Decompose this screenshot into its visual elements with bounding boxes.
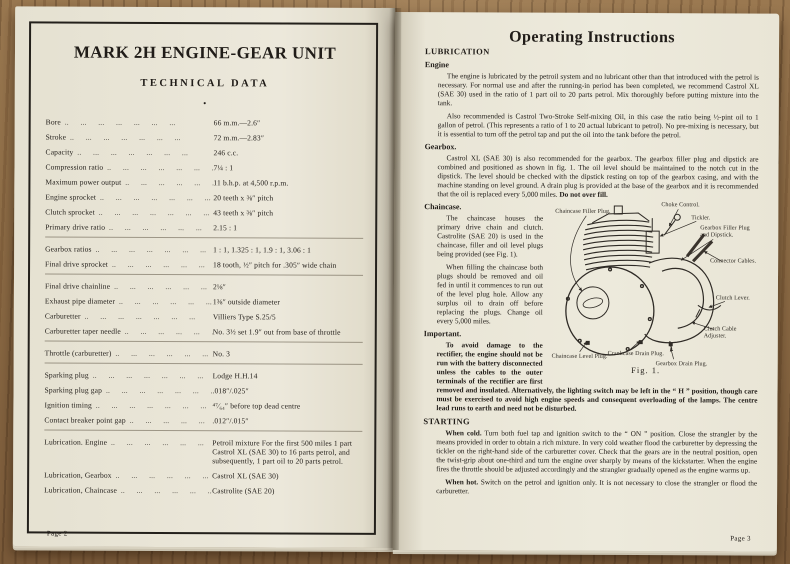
label-crankcase-drain-plug: Crankcase Drain Plug. — [607, 350, 664, 358]
page-border-frame — [27, 21, 378, 538]
dot-leader — [81, 312, 213, 322]
heading-gearbox: Gearbox. — [424, 142, 457, 152]
spec-value: Castrolite (SAE 20) — [212, 486, 275, 496]
page-title: MARK 2H ENGINE-GEAR UNIT — [73, 42, 337, 63]
spec-value: 43 teeth x ⅜″ pitch — [213, 208, 274, 218]
dot-leader — [103, 163, 213, 172]
page-number-right: Page 3 — [730, 534, 751, 543]
spec-label: Carburetter taper needle — [44, 326, 121, 336]
table-row — [45, 311, 363, 321]
dot-leader — [117, 486, 212, 495]
dot-leader — [105, 223, 213, 232]
dot-leader — [73, 148, 213, 158]
dot-leader — [96, 193, 213, 203]
dot-leader — [89, 371, 213, 381]
gearbox-paragraph — [437, 153, 758, 199]
spec-value: 246 c.c. — [213, 148, 239, 158]
dot-leader — [92, 401, 213, 411]
spec-value: 1⅜″ outside diameter — [212, 297, 281, 307]
spec-label: Final drive chainline — [44, 281, 111, 291]
heading-lubrication: LUBRICATION — [424, 46, 490, 57]
table-row — [45, 296, 363, 306]
starting-hot-lead: When hot. — [445, 477, 479, 487]
page-number-left: Page 2 — [46, 529, 68, 538]
dot-leader — [92, 245, 214, 255]
heading-engine: Engine — [424, 60, 449, 70]
dot-leader — [107, 438, 212, 447]
heading-starting: STARTING — [423, 416, 471, 427]
label-gearbox-filler-plug: Gearbox Filler Plug and Dipstick. — [700, 225, 750, 238]
heading-chaincase: Chaincase. — [424, 202, 462, 212]
spec-label: Contact breaker point gap — [44, 415, 126, 425]
carburetter — [646, 218, 659, 253]
spec-label: Bore — [45, 117, 61, 127]
spec-value: .018″/.025″ — [212, 386, 249, 396]
table-row — [45, 281, 363, 291]
spec-value: Lodge H.H.14 — [212, 371, 258, 381]
important-paragraph: To avoid damage to the rectifier, the engine should not be run with the battery disconnected unless the cables to the outer terminals of the rectifier are first removed and insulated. Alternatively, the lighting switch may be left in the “ H ” position, though care must be exercised to avoid high engine speeds and consequent overloading of the lamps. The centre lead runs to earth and need not be disturbed. — [436, 340, 758, 413]
spec-label: Compression ratio — [45, 162, 104, 172]
spec-value: 2⅛″ — [212, 282, 226, 292]
spec-label: Throttle (carburetter) — [44, 348, 112, 358]
engine-paragraph-1: The engine is lubricated by the petroil system and no lubricant other than that introduced with the petrol is necessary. For normal use and after the running-in period has been completed, we recommend Castrol XL (SAE 30) used in the ratio of 1 part oil to 20 parts petrol. Mix thoroughly before putting mixture into the tank. — [437, 71, 759, 108]
label-tickler: Tickler. — [691, 215, 711, 222]
label-connector-cables: Connector Cables. — [710, 258, 757, 265]
spec-label: Maximum power output — [45, 177, 122, 187]
label-chaincase-filler-plug: Chaincase Filler Plug. — [555, 208, 611, 215]
table-row — [45, 207, 363, 217]
spec-value: 72 m.m.—2.83″ — [213, 133, 265, 143]
table-row — [44, 385, 362, 395]
spec-label: Capacity — [45, 147, 74, 157]
starting-hot-paragraph — [436, 477, 757, 496]
dot-leader — [121, 178, 213, 187]
table-row — [45, 259, 363, 275]
table-row — [46, 132, 364, 142]
table-row — [44, 437, 362, 465]
dot-leader — [112, 471, 212, 480]
spec-value: 18 tooth, ½″ pitch for .305″ wide chain — [213, 260, 337, 270]
spec-value: ⁴⁷⁄₆₄″ before top dead centre — [212, 401, 301, 411]
spec-label: Lubrication, Chaincase — [44, 485, 117, 495]
dot-leader — [95, 208, 213, 218]
spec-value: 11 b.h.p. at 4,500 r.p.m. — [213, 178, 289, 188]
spec-value: 1 : 1, 1.325 : 1, 1.9 : 1, 3.06 : 1 — [213, 245, 312, 255]
label-chaincase-level-plug: Chaincase Level Plug. — [551, 353, 608, 360]
table-row — [46, 117, 364, 127]
drain-plugs — [586, 340, 673, 346]
spec-label: Final drive sprocket — [45, 259, 109, 269]
table-row — [45, 177, 363, 187]
dot-leader — [102, 386, 212, 395]
heading-important: Important. — [423, 329, 462, 339]
table-row — [45, 222, 363, 238]
dot-leader — [115, 297, 213, 306]
label-gearbox-drain-plug: Gearbox Drain Plug. — [655, 361, 708, 368]
open-booklet — [9, 3, 781, 556]
spec-label: Primary drive ratio — [45, 222, 106, 232]
table-row — [44, 470, 362, 480]
starting-hot-text: Switch on the petrol and ignition only. It is not necessary to close the strangler or flood the carburetter. — [436, 477, 758, 496]
spec-label: Stroke — [45, 132, 67, 142]
dot-leader — [108, 260, 213, 269]
choke-knob — [664, 214, 680, 235]
spec-label: Engine sprocket — [45, 192, 97, 202]
spec-label: Lubrication, Gearbox — [44, 470, 112, 480]
spec-value: No. 3 — [212, 349, 231, 359]
table-row — [45, 162, 363, 172]
table-row — [45, 370, 363, 380]
dot-leader — [126, 416, 213, 425]
page-right — [393, 12, 779, 552]
engine-paragraph-2: Also recommended is Castrol Two-Stroke Self-mixing Oil, in this case the ratio being ½-pint oil to 1 gallon of petrol. (This represents a ratio of 1 to 20 actual lubricant to petrol). No pre-mixing is necessary, but it is essential to turn off the petrol tap and put the oil into the tank before the petrol. — [437, 111, 759, 140]
dot-leader — [66, 133, 214, 143]
decorative-bullet: • — [203, 98, 207, 109]
chaincase-paragraph-1: The chaincase houses the primary drive chain and clutch. Castrolite (SAE 20) is used in the chaincase, filler and oil level plugs being provided (see Fig. 1). — [437, 213, 544, 259]
table-row — [45, 244, 363, 254]
engine-figure — [550, 201, 763, 382]
table-row — [45, 348, 363, 364]
table-row — [45, 192, 363, 202]
spec-value: Castrol XL (SAE 30) — [212, 471, 279, 481]
spec-value: Villiers Type S.25/5 — [212, 312, 276, 322]
cylinder-fins — [583, 220, 653, 270]
spec-value: .012″/.015″ — [212, 416, 249, 426]
spec-value: 20 teeth x ⅜″ pitch — [213, 193, 274, 203]
label-clutch-lever: Clutch Lever. — [715, 295, 750, 302]
gearbox-text: Castrol XL (SAE 30) is also recommended for the gearbox. The gearbox filler plug and dipstick are combined and positioned as shown in fig. 1. The oil level should be maintained to the notch cut in the dipstick. The level should be checked with the dipstick resting on top of the gearbox casing, and with the machine standing on level ground. A drain plug is provided at the base of the gearbox and it is recommended that the oil is replaced every 5,000 miles. — [437, 153, 759, 199]
dot-leader — [111, 349, 212, 358]
label-clutch-cable-adjuster: Clutch Cable Adjuster. — [703, 326, 737, 339]
spec-value: 7¼ : 1 — [213, 163, 234, 173]
starting-cold-text: Turn both fuel tap and ignition switch to the “ ON ” position. Close the strangler by the means provided in order to obtain a rich mixture. In very cold weather flood the carburetter by depressing the tickler on the right-hand side of the carburetter cover. Check that the gears are in the neutral position, open the twist-grip about one-third and turn the engine over sharply by means of the kickstarter. When the engine fires the throttle should be adjusted accordingly and the strangler gradually opened as the engine warms up. — [436, 428, 758, 475]
starting-cold-lead: When cold. — [445, 428, 482, 438]
spec-label: Gearbox ratios — [45, 244, 92, 254]
spec-value: No. 3½ set 1.9″ out from base of throttle — [212, 327, 341, 337]
chaincase-paragraph-2: When filling the chaincase both plugs should be removed and oil fed in until it commences to run out of the level plug hole. Allow any surplus oil to drain off before replacing the plugs. Change oil every 5,000 miles. — [436, 262, 544, 326]
spec-value: Petroil mixture For the first 500 miles 1 part Castrol XL (SAE 30) to 16 parts petrol, and subsequently, 1 part oil to 20 parts petrol. — [212, 438, 353, 466]
table-row — [46, 147, 364, 157]
page-left — [13, 6, 395, 548]
clutch-lever-shape — [696, 305, 721, 317]
table-row — [45, 326, 363, 342]
table-row — [44, 485, 362, 495]
table-row — [44, 400, 362, 410]
spec-label: Sparking plug gap — [44, 385, 103, 395]
label-choke-control: Choke Control. — [661, 202, 700, 209]
spec-label: Sparking plug — [44, 370, 89, 380]
starting-cold-paragraph — [436, 428, 757, 474]
spec-label: Clutch sprocket — [45, 207, 95, 217]
dot-leader — [61, 118, 214, 128]
spec-value: 66 m.m.—2.6″ — [213, 118, 261, 128]
dot-leader — [121, 327, 213, 336]
figure-caption: Fig. 1. — [631, 365, 661, 376]
technical-data-table — [44, 117, 364, 495]
spec-label: Carburetter — [44, 311, 81, 321]
spec-value: 2.15 : 1 — [213, 223, 238, 233]
table-row — [44, 415, 362, 431]
page-subtitle: TECHNICAL DATA — [140, 77, 270, 90]
page-title: Operating Instructions — [509, 28, 675, 47]
gearbox-bold-note: Do not over fill. — [559, 189, 608, 199]
spec-label: Lubrication. Engine — [44, 437, 108, 447]
spec-label: Ignition timing — [44, 400, 92, 410]
dot-leader — [110, 282, 213, 291]
spec-label: Exhaust pipe diameter — [44, 296, 116, 306]
